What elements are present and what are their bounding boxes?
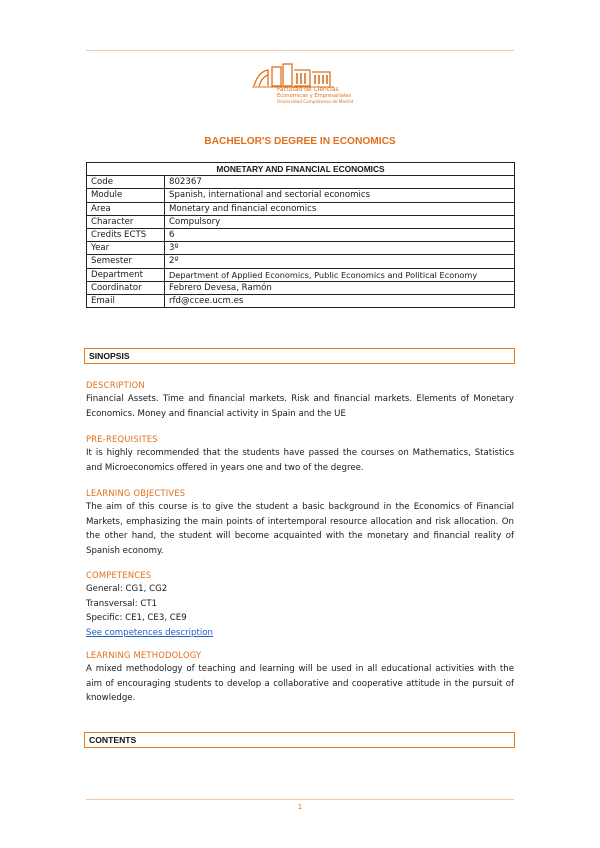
row-value: 802367: [165, 176, 515, 189]
row-label: Credits ECTS: [87, 229, 165, 242]
row-value: Department of Applied Economics, Public Economics and Political Economy: [165, 268, 515, 281]
logo-line-1: Facultad de Ciencias: [277, 86, 339, 93]
degree-title: BACHELOR'S DEGREE IN ECONOMICS: [204, 136, 396, 147]
row-label: Semester: [87, 255, 165, 268]
methodology-section: [86, 648, 514, 706]
course-info-table: [86, 162, 515, 308]
row-label: Module: [87, 189, 165, 202]
objectives-text: The aim of this course is to give the student a basic background in the Economics of Financial Markets, emphasizing the main points of intertemporal resource allocation and risk allocation. On the other hand, the student will become acquainted with the monetary and financial reality of Spanish economy.: [86, 502, 514, 556]
competences-heading: COMPETENCES: [86, 570, 152, 580]
methodology-heading: LEARNING METHODOLOGY: [86, 650, 202, 660]
row-label: Code: [87, 176, 165, 189]
objectives-heading: LEARNING OBJECTIVES: [86, 488, 186, 498]
competences-section: [86, 568, 514, 640]
row-label: Year: [87, 242, 165, 255]
table-row: [87, 229, 515, 242]
email-value[interactable]: rfd@ccee.ucm.es: [165, 295, 515, 308]
row-label: Email: [87, 295, 165, 308]
prerequisites-heading: PRE-REQUISITES: [86, 434, 158, 444]
table-row: [87, 189, 515, 202]
row-value: 2º: [165, 255, 515, 268]
row-label: Department: [87, 268, 165, 281]
header-rule: [86, 50, 514, 51]
table-row: [87, 176, 515, 189]
sinopsis-title: SINOPSIS: [89, 351, 130, 361]
table-row: [87, 281, 515, 294]
row-value: Spanish, international and sectorial economics: [165, 189, 515, 202]
contents-section-header: [84, 732, 515, 748]
page-number: 1: [297, 803, 303, 811]
table-row: [87, 255, 515, 268]
row-label: Area: [87, 202, 165, 215]
contents-title: CONTENTS: [89, 735, 137, 745]
competences-description-link[interactable]: See competences description: [86, 627, 213, 638]
row-value: Compulsory: [165, 215, 515, 228]
faculty-name: [277, 87, 353, 105]
table-row: [87, 268, 515, 281]
row-label: Character: [87, 215, 165, 228]
row-label: Coordinator: [87, 281, 165, 294]
logo-line-2: Económicas y Empresariales: [277, 93, 352, 99]
course-title: MONETARY AND FINANCIAL ECONOMICS: [87, 163, 515, 176]
table-row: [87, 242, 515, 255]
description-heading: DESCRIPTION: [86, 380, 145, 390]
prerequisites-section: [86, 432, 514, 475]
row-value: 6: [165, 229, 515, 242]
objectives-section: [86, 486, 514, 558]
table-row: [87, 295, 515, 308]
description-section: [86, 378, 514, 421]
prerequisites-text: It is highly recommended that the students have passed the courses on Mathematics, Statistics and Microeconomics offered in years one and two of the degree.: [86, 448, 514, 473]
description-text: Financial Assets. Time and financial markets. Risk and financial markets. Elements of Monetary Economics. Money and financial activity in Spain and the UE: [86, 394, 514, 419]
competences-general: General: CG1, CG2: [86, 584, 168, 595]
footer-rule: [86, 799, 514, 800]
competences-specific: Specific: CE1, CE3, CE9: [86, 613, 187, 624]
table-row: [87, 202, 515, 215]
row-value: Monetary and financial economics: [165, 202, 515, 215]
sinopsis-section-header: [84, 348, 515, 364]
competences-transversal: Transversal: CT1: [86, 598, 158, 609]
logo-line-3: Universidad Complutense de Madrid: [277, 99, 354, 104]
row-value: Febrero Devesa, Ramón: [165, 281, 515, 294]
table-row: [87, 215, 515, 228]
methodology-text: A mixed methodology of teaching and learning will be used in all educational activities with the aim of encouraging students to develop a collaborative and cooperative attitude in the pursuit of knowledge.: [86, 664, 514, 704]
row-value: 3º: [165, 242, 515, 255]
